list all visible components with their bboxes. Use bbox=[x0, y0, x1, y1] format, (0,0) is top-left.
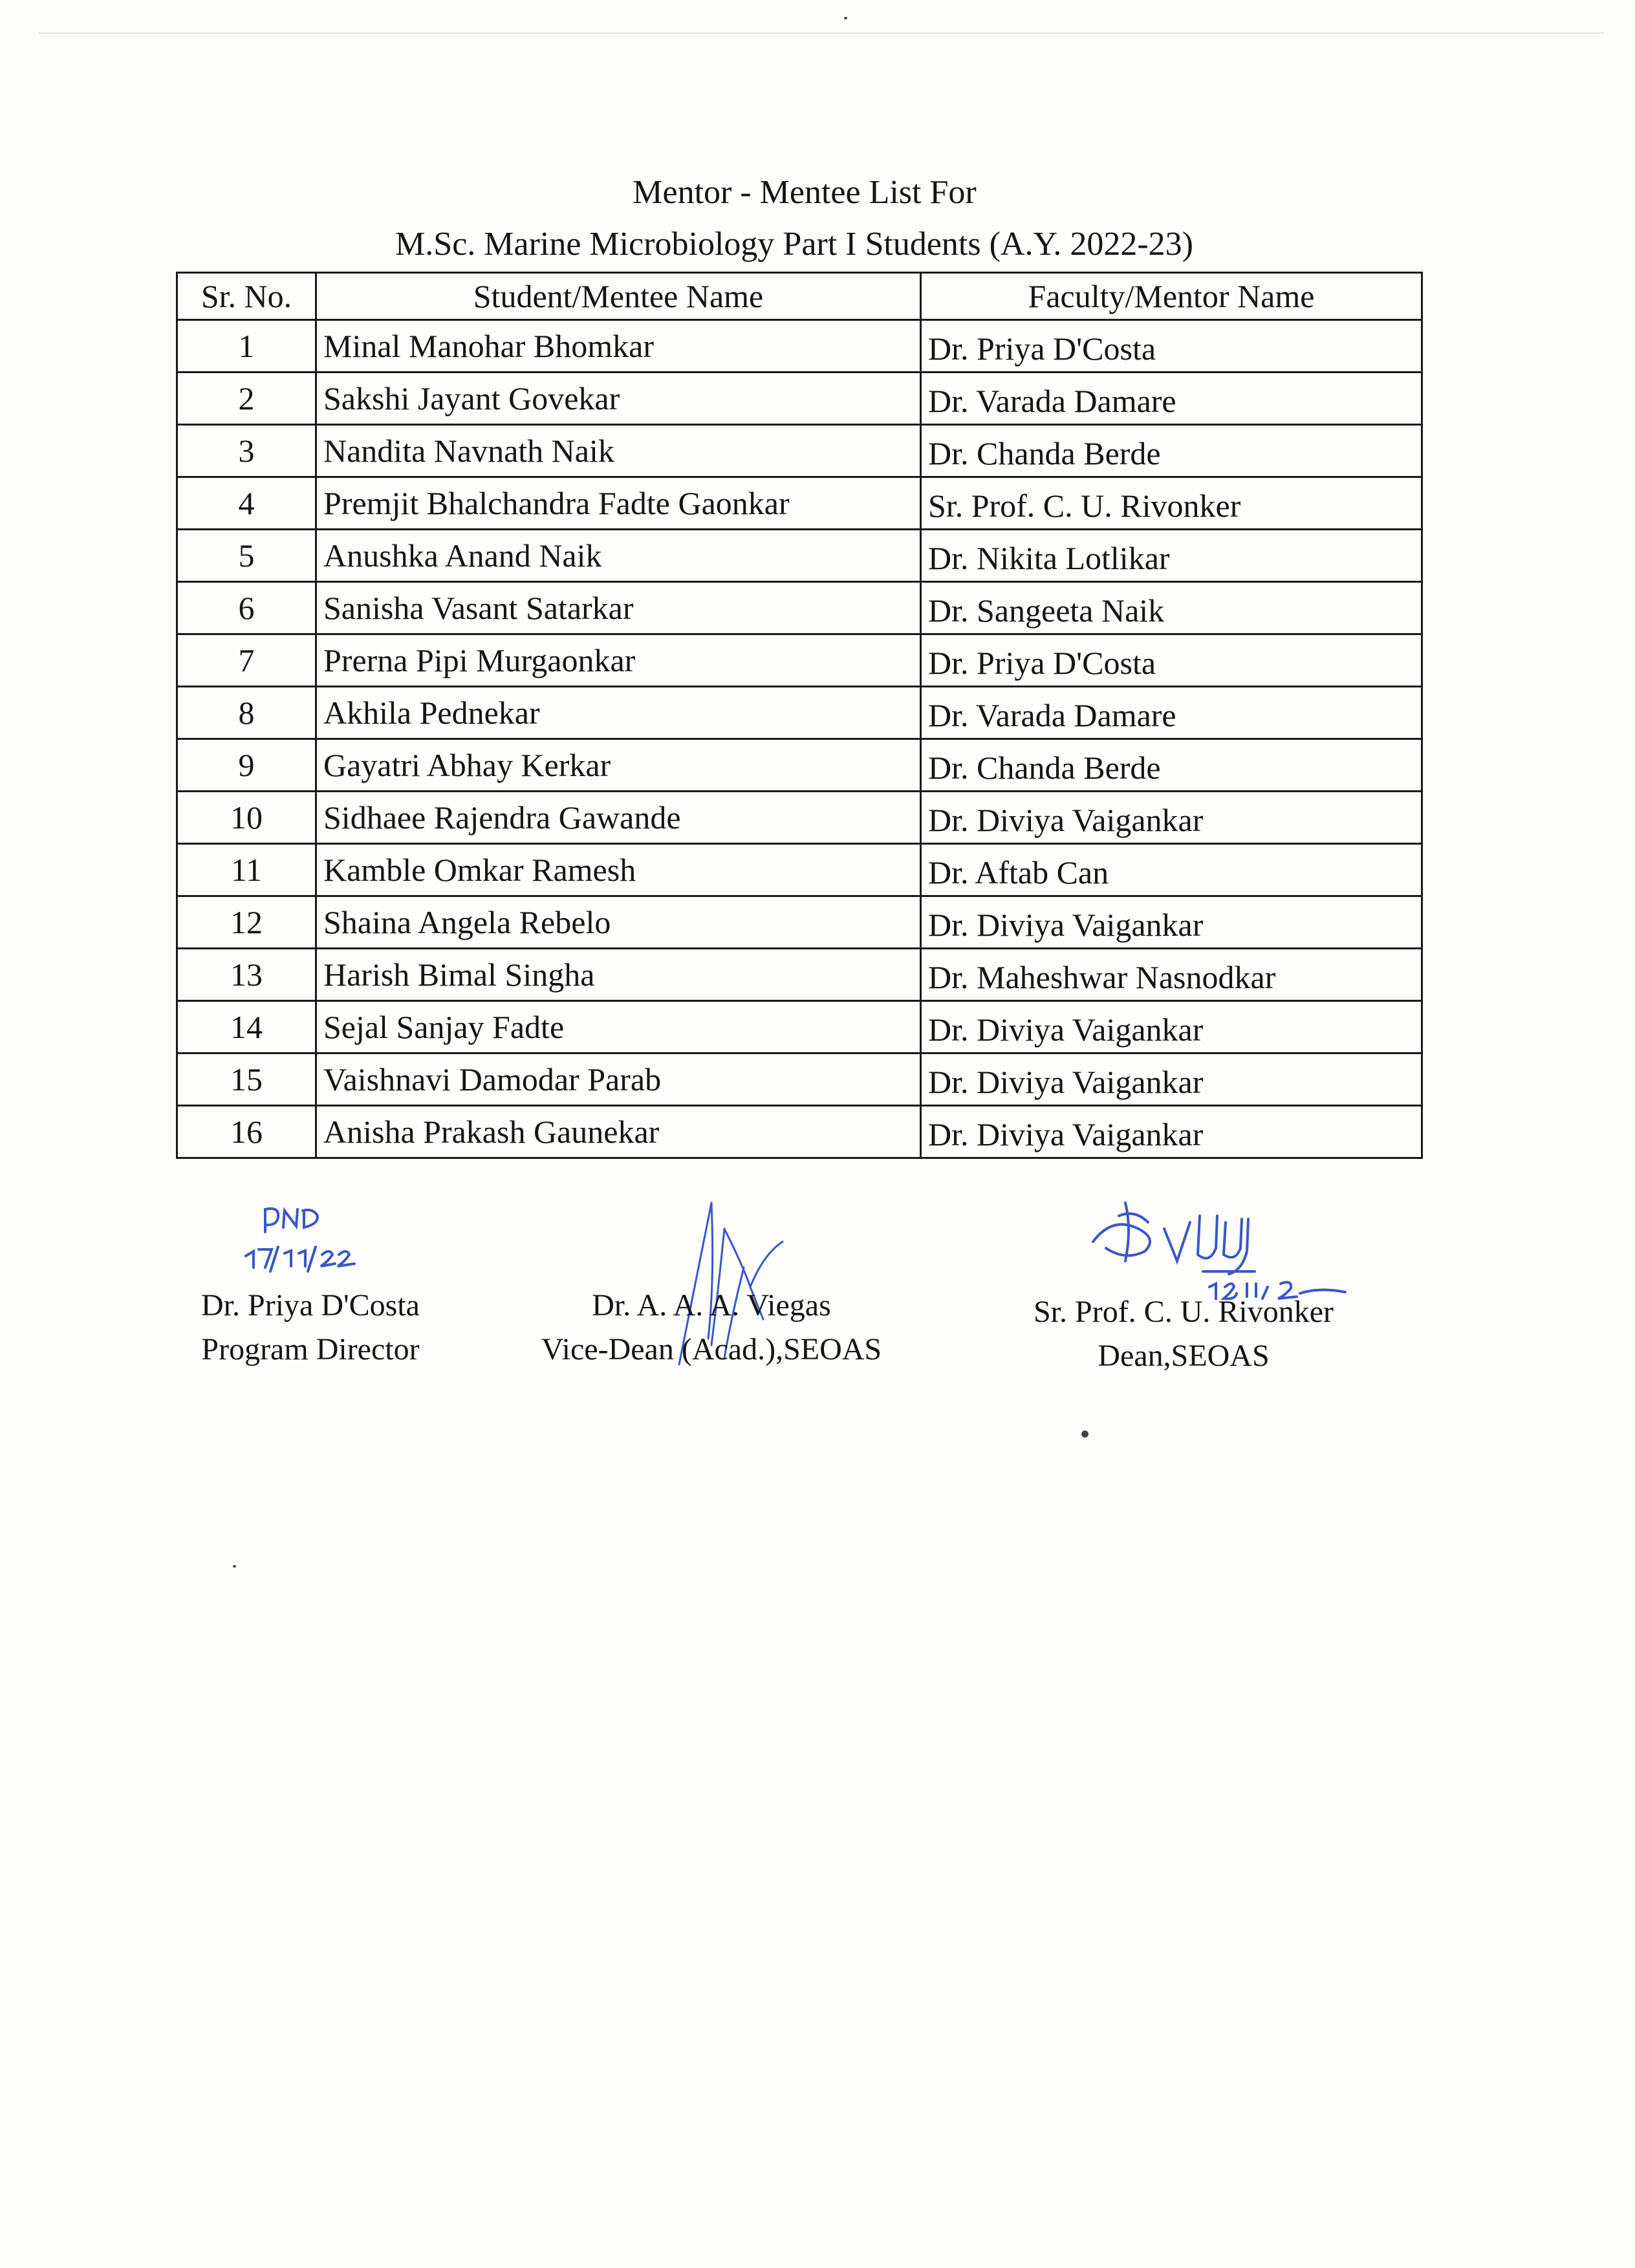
sr-no-cell: 5 bbox=[177, 530, 316, 582]
mentor-name-cell: Dr. Aftab Can bbox=[921, 844, 1422, 896]
table-row bbox=[177, 373, 1422, 425]
sr-no-cell: 15 bbox=[177, 1053, 316, 1106]
sr-no-cell: 1 bbox=[177, 320, 316, 373]
scan-speck bbox=[233, 1565, 236, 1568]
student-name-cell: Minal Manohar Bhomkar bbox=[316, 320, 921, 373]
student-name-cell: Shaina Angela Rebelo bbox=[316, 896, 921, 949]
table-row bbox=[177, 844, 1422, 896]
student-name-cell: Kamble Omkar Ramesh bbox=[316, 844, 921, 896]
mentor-name-cell: Dr. Sangeeta Naik bbox=[921, 582, 1422, 634]
table-row bbox=[177, 320, 1422, 373]
scan-speck bbox=[844, 17, 847, 19]
table-row bbox=[177, 582, 1422, 634]
table-row bbox=[177, 530, 1422, 582]
sr-no-cell: 3 bbox=[177, 425, 316, 477]
student-name-cell: Harish Bimal Singha bbox=[316, 949, 921, 1001]
scan-speck bbox=[1081, 1431, 1088, 1438]
mentor-name-cell: Dr. Diviya Vaigankar bbox=[921, 1106, 1422, 1158]
student-name-cell: Premjit Bhalchandra Fadte Gaonkar bbox=[316, 477, 921, 530]
table-row bbox=[177, 949, 1422, 1001]
sr-no-cell: 13 bbox=[177, 949, 316, 1001]
table-row bbox=[177, 1053, 1422, 1106]
table-row bbox=[177, 477, 1422, 530]
mentor-name-cell: Dr. Priya D'Costa bbox=[921, 320, 1422, 373]
student-name-cell: Nandita Navnath Naik bbox=[316, 425, 921, 477]
student-name-cell: Akhila Pednekar bbox=[316, 687, 921, 739]
mentor-name-cell: Dr. Varada Damare bbox=[921, 373, 1422, 425]
mentor-name-cell: Dr. Diviya Vaigankar bbox=[921, 792, 1422, 844]
sr-no-cell: 10 bbox=[177, 792, 316, 844]
header-mentor-name: Faculty/Mentor Name bbox=[921, 273, 1422, 320]
student-name-cell: Anushka Anand Naik bbox=[316, 530, 921, 582]
student-name-cell: Sejal Sanjay Fadte bbox=[316, 1001, 921, 1053]
mentor-name-cell: Sr. Prof. C. U. Rivonker bbox=[921, 477, 1422, 530]
signatory-1-designation: Program Director bbox=[201, 1332, 420, 1366]
mentor-name-cell: Dr. Varada Damare bbox=[921, 687, 1422, 739]
table-row bbox=[177, 739, 1422, 792]
table-row bbox=[177, 792, 1422, 844]
student-name-cell: Prerna Pipi Murgaonkar bbox=[316, 634, 921, 687]
sr-no-cell: 6 bbox=[177, 582, 316, 634]
mentor-name-cell: Dr. Diviya Vaigankar bbox=[921, 1001, 1422, 1053]
document-title: Mentor - Mentee List For bbox=[633, 174, 977, 211]
signatory-3-name: Sr. Prof. C. U. Rivonker bbox=[1033, 1295, 1334, 1329]
mentor-mentee-table bbox=[176, 272, 1423, 1159]
signatory-1-name: Dr. Priya D'Costa bbox=[201, 1288, 420, 1323]
student-name-cell: Sakshi Jayant Govekar bbox=[316, 373, 921, 425]
table-row bbox=[177, 687, 1422, 739]
table-row bbox=[177, 1001, 1422, 1053]
signature-priya-dcosta bbox=[239, 1196, 395, 1280]
mentor-name-cell: Dr. Diviya Vaigankar bbox=[921, 896, 1422, 949]
signatory-3-designation: Dean,SEOAS bbox=[1098, 1339, 1270, 1373]
signature-rivonker bbox=[1087, 1190, 1365, 1300]
sr-no-cell: 9 bbox=[177, 739, 316, 792]
signatory-2-name: Dr. A. A. A. Viegas bbox=[592, 1288, 831, 1323]
sr-no-cell: 4 bbox=[177, 477, 316, 530]
signatory-2-designation: Vice-Dean (Acad.),SEOAS bbox=[541, 1332, 882, 1366]
mentor-name-cell: Dr. Priya D'Costa bbox=[921, 634, 1422, 687]
signatory-1 bbox=[175, 1284, 446, 1372]
student-name-cell: Anisha Prakash Gaunekar bbox=[316, 1106, 921, 1158]
student-name-cell: Sanisha Vasant Satarkar bbox=[316, 582, 921, 634]
table-body bbox=[177, 320, 1422, 1158]
student-name-cell: Gayatri Abhay Kerkar bbox=[316, 739, 921, 792]
document-subtitle: M.Sc. Marine Microbiology Part I Students (A.Y. 2022-23) bbox=[395, 226, 1193, 263]
scan-edge bbox=[39, 32, 1604, 34]
sr-no-cell: 16 bbox=[177, 1106, 316, 1158]
student-name-cell: Sidhaee Rajendra Gawande bbox=[316, 792, 921, 844]
signatory-3 bbox=[1002, 1290, 1365, 1378]
sr-no-cell: 14 bbox=[177, 1001, 316, 1053]
sr-no-cell: 7 bbox=[177, 634, 316, 687]
sr-no-cell: 2 bbox=[177, 373, 316, 425]
table-row bbox=[177, 896, 1422, 949]
sr-no-cell: 11 bbox=[177, 844, 316, 896]
student-name-cell: Vaishnavi Damodar Parab bbox=[316, 1053, 921, 1106]
mentor-name-cell: Dr. Chanda Berde bbox=[921, 425, 1422, 477]
header-sr-no: Sr. No. bbox=[177, 273, 316, 320]
table-row bbox=[177, 1106, 1422, 1158]
table-row bbox=[177, 634, 1422, 687]
table-row bbox=[177, 425, 1422, 477]
table-header-row bbox=[177, 273, 1422, 320]
sr-no-cell: 12 bbox=[177, 896, 316, 949]
mentor-name-cell: Dr. Diviya Vaigankar bbox=[921, 1053, 1422, 1106]
sr-no-cell: 8 bbox=[177, 687, 316, 739]
mentor-name-cell: Dr. Nikita Lotlikar bbox=[921, 530, 1422, 582]
header-student-name: Student/Mentee Name bbox=[316, 273, 921, 320]
mentor-name-cell: Dr. Maheshwar Nasnodkar bbox=[921, 949, 1422, 1001]
mentor-name-cell: Dr. Chanda Berde bbox=[921, 739, 1422, 792]
signatory-2 bbox=[504, 1284, 918, 1372]
